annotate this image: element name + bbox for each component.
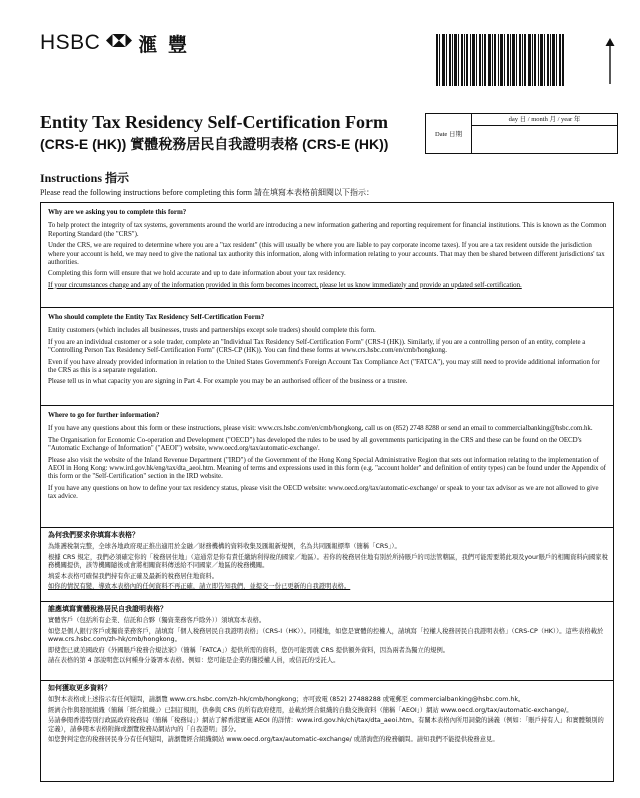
paragraph: 即使您已就美國政府《外國賬戶稅務合規法案》（簡稱「FATCA」）提供所需的資料，您仍可能需就 CRS 提供額外資料，因為兩者為獨立的規例。 — [48, 646, 450, 654]
paragraph: 請在表格的第 4 部說明您以何種身分簽署本表格。例如：您可能是企業的獲授權人員，或信託的受託人。 — [48, 657, 340, 665]
section-who-zh — [48, 605, 608, 665]
paragraph: The Organisation for Economic Co-operation and Development ("OECD") has developed the rules to be used by all governments participating in the CRS and these can be found on the OECD's "Automatic Exchange of Information" ("AEOI") website, www.oecd.org/tax/automatic-exchange/. — [48, 436, 582, 453]
divider — [40, 601, 614, 602]
paragraph: 根據 CRS 規定，我們必須確定你的「稅務居住地」（這通常是你有責任繳納利得稅的國家／地區）。若你的稅務居住地有別於所持賬戶的司法管轄區，我們可能需要將此項及your賬戶的相關資料向國家稅務機關提供，該等機關隨後或會將相關資料傳送給不同國家／地區的稅務機關。 — [48, 553, 608, 570]
paragraph: Entity customers (which includes all businesses, trusts and partnerships except sole traders) should complete this form. — [48, 327, 376, 335]
paragraph: Please also visit the website of the Inland Revenue Department ("IRD") of the Government of the Hong Kong Special Administrative Region that sets out information relating to the implementation of AEOI in Hong Kong: www.ird.gov.hk/eng/tax/dta_aeoi.htm. Meaning of terms and expressions used in this form (e.g. "account holder" and definition of entity types) can be found under the Appendix of this form or the "Self-Certification" section in the IRD website. — [48, 456, 606, 481]
section-why — [48, 208, 608, 290]
page-subtitle: (CRS-E (HK)) 實體稅務居民自我證明表格 (CRS-E (HK)) — [40, 136, 389, 152]
section-heading: Who should complete the Entity Tax Residency Self-Certification Form? — [48, 313, 265, 321]
date-field[interactable] — [425, 113, 618, 154]
brand-name-chinese: 滙 豐 — [138, 33, 189, 56]
paragraph: Please tell us in what capacity you are signing in Part 4. For example you may be an authorised officer of the business or a trustee. — [48, 378, 408, 386]
hsbc-logo — [40, 32, 189, 54]
page-title: Entity Tax Residency Self-Certification Form — [40, 112, 388, 132]
instructions-heading: Instructions 指示 — [40, 171, 130, 185]
divider — [40, 527, 614, 528]
paragraph: Completing this form will ensure that we hold accurate and up to date information about your tax residency. — [48, 270, 346, 278]
brand-name: HSBC — [40, 31, 101, 54]
section-heading: 為何我們要求你填寫本表格？ — [48, 531, 139, 539]
section-further-info — [48, 411, 608, 502]
paragraph: 如您對判定您的稅務居民身分有任何疑問，請瀏覽經合組織網站 www.oecd.org/tax/automatic-exchange/ 或諮詢您的稅務顧問。請知我們不能提供稅務意見。 — [48, 736, 499, 744]
paragraph: 另請參閱香港特別行政區政府稅務局（簡稱「稅務局」）網站了解香港實施 AEOI 的詳情：www.ird.gov.hk/chi/tax/dta_aeoi.htm。有關本表格內所用詞彙的涵義（例如：「賬戶持有人」和實體類別的定義），請參閱本表格附錄或瀏覽稅務局網站內的「自我證明」部分。 — [48, 717, 604, 733]
paragraph: 實體客戶（包括所有企業、信託和合夥（獨資業務客戶除外））須填寫本表格。 — [48, 617, 266, 625]
section-heading: Where to go for further information? — [48, 411, 160, 419]
section-heading: 誰應填寫實體稅務居民自我證明表格？ — [48, 605, 167, 613]
section-heading: Why are we asking you to complete this form? — [48, 208, 187, 216]
paragraph: 填妥本表格可確保我們持有你正確及最新的稅務居住地資料。 — [48, 572, 219, 580]
date-format-hint: day 日 / month 月 / year 年 — [472, 114, 617, 126]
barcode — [436, 34, 564, 86]
paragraph: 如您是個人銀行客戶或獨資業務客戶，請填寫「個人稅務居民自我證明表格」（CRS-I（HK））。同樣地，如您是實體的控權人，請填寫「控權人稅務居民自我證明表格」（CRS-CP（HK））。這些表格載於 www.crs.hsbc.com/zh-hk/cmb/hongkong。 — [48, 627, 604, 644]
arrow-up-icon — [604, 38, 616, 84]
section-why-zh — [48, 531, 608, 591]
hexagon-logo-icon — [106, 34, 132, 52]
paragraph-underlined: If your circumstances change and any of the information provided in this form becomes incorrect, please let us know immediately and provide an updated self-certification. — [48, 281, 522, 289]
paragraph: If you have any questions on how to define your tax residency status, please visit the OECD website: www.oecd.org/tax/automatic-exchange/ or speak to your tax advisor as we are not allowed to give tax advice. — [48, 484, 599, 501]
divider — [40, 307, 614, 308]
divider — [40, 680, 614, 681]
instructions-intro: Please read the following instructions before completing this form 請在填寫本表格前細閱以下指示： — [40, 188, 374, 197]
paragraph: 為維護稅制完整，全球各地政府現正推出適用於金融／財務機構的資料收集及匯報新規例，名為共同匯報標準（簡稱「CRS」）。 — [48, 543, 401, 551]
paragraph: To help protect the integrity of tax systems, governments around the world are introducing a new information gathering and reporting requirement for financial institutions. This is known as the Common Reporting Standard (the "CRS"). — [48, 222, 607, 238]
paragraph: 如對本表格或上述指示有任何疑問，請瀏覽 www.crs.hsbc.com/zh-hk/cmb/hongkong；亦可致電 (852) 27488288 或電郵至 commercialbanking@hsbc.com.hk。 — [48, 696, 525, 704]
date-label: Date 日期 — [426, 114, 472, 153]
paragraph: 經濟合作與發展組織（簡稱「經合組織」）已制訂規則，供參與 CRS 的所有政府使用，並載於經合組織的自動交換資料（簡稱「AEOI」）網站 www.oecd.org/tax/automatic-exchange/。 — [48, 706, 573, 714]
paragraph-underlined: 如你的情況有變，導致本表格內的任何資料不再正確，請立即告知我們，並提交一份已更新的自我證明表格。 — [48, 583, 351, 591]
paragraph: Even if you have already provided information in relation to the United States Government's Foreign Account Tax Compliance Act ("FATCA"), you may still need to provide additional information for the CRS as this is a separate regulation. — [48, 358, 600, 375]
paragraph: If you are an individual customer or a sole trader, complete an "Individual Tax Residency Self-Certification Form" (CRS-I (HK)). Similarly, if you are a controlling person of an entity, complete a "Controlling Person Tax Residency Self-Certification Form" (CRS-CP (HK)). You can find these forms at www.crs.hsbc.com/en/cmb/hongkong. — [48, 338, 586, 355]
divider — [40, 405, 614, 406]
section-heading: 如何獲取更多資料？ — [48, 684, 111, 692]
paragraph: Under the CRS, we are required to determine where you are a "tax resident" (this will usually be where you are liable to pay corporate income taxes). If you are a tax resident outside the jurisdiction where your account is held, we may need to give the national tax authority this information, along with information relating to your accounts. That may then be shared between different jurisdictions' tax authorities. — [48, 242, 605, 267]
section-who — [48, 313, 608, 387]
section-further-info-zh — [48, 684, 608, 744]
paragraph: If you have any questions about this form or these instructions, please visit: www.crs.hsbc.com/en/cmb/hongkong, call us on (852) 2748 8288 or send an email to commercialbanking@hsbc.com.hk. — [48, 425, 593, 433]
